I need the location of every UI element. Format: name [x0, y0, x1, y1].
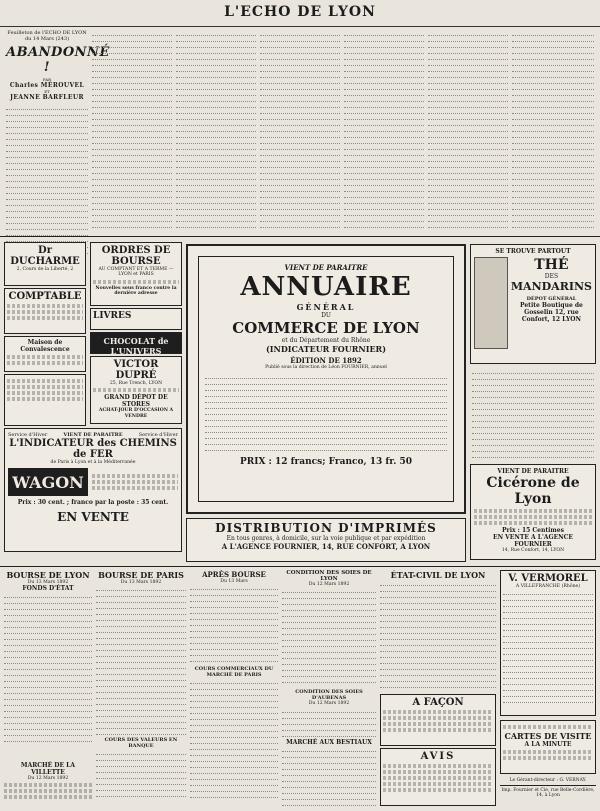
text-column-7 — [512, 30, 594, 228]
ad-mandarins-title: MANDARINS — [510, 280, 592, 293]
apres-bourse-date: Du 13 Mars — [220, 579, 248, 584]
feuilleton-title: ABANDONNÉ ! — [6, 45, 110, 75]
ad-mandarins — [470, 244, 596, 364]
ad-victor-title: VICTOR DUPRÉ — [113, 359, 159, 381]
ad-maison — [4, 336, 86, 372]
etat-civil-list — [380, 580, 496, 690]
ad-avis — [380, 748, 496, 806]
footer-gerant: Le Gérant-directeur : G. VERNAY. — [509, 778, 587, 783]
ad-victor-store: GRAND DÉPOT DE STORES — [104, 394, 168, 409]
footer — [500, 778, 596, 798]
villette-date: Du 12 Mars 1892 — [27, 776, 69, 781]
ad-mandarins-address: Petite Boutique de Gosselin 12, rue Confort, 12 LYON — [520, 302, 583, 323]
ad-victor-dupre — [90, 356, 182, 424]
bourse-lyon-table — [4, 592, 92, 742]
text-column-3 — [176, 30, 256, 228]
villette-title: MARCHÉ DE LA VILLETTE — [20, 762, 76, 776]
feuilleton-header: Feuilleton de l'ECHO DE LYON du 14 Mars (243) — [7, 30, 87, 42]
ad-indicateur-vente: EN VENTE — [57, 510, 129, 525]
feuilleton-author1: Charles MÉROUVEL — [9, 82, 85, 89]
ad-livres-title: LIVRES — [93, 311, 132, 321]
bestiaux-title: MARCHÉ AUX BESTIAUX — [286, 738, 372, 746]
bestiaux-table — [282, 746, 376, 806]
ad-chocolat-title: CHOCOLAT de L'UNIVERS — [103, 336, 169, 356]
ad-annuaire-title: ANNUAIRE — [240, 272, 412, 302]
soies-title: CONDITION DES SOIES DE LYON — [286, 570, 372, 582]
ad-annuaire-edition: ÉDITION DE 1892 — [290, 356, 362, 365]
ad-vermorel-sub: A VILLEFRANCHE (Rhône) — [515, 584, 581, 589]
ad-vermorel-body — [503, 589, 593, 704]
footer-imprimerie: Imp. Fournier et Cie, rue Belle-Cordière, 14, à Lyon — [500, 785, 596, 798]
section-soies — [282, 570, 376, 808]
ad-vermorel — [500, 570, 596, 716]
ad-vermorel-title: V. VERMOREL — [508, 573, 588, 584]
ad-cartes-title: CARTES DE VISITE — [504, 731, 592, 741]
ad-chocolat — [90, 332, 182, 354]
bourse-lyon-sub: FONDS D'ÉTAT — [22, 585, 74, 593]
soies-aubenas-table — [282, 707, 376, 737]
ad-ciceron-vient: VIENT DE PARAITRE — [497, 468, 569, 475]
ad-indicateur-route: de Paris à Lyon et à la Méditerranée — [50, 460, 136, 465]
ad-livres — [90, 308, 182, 330]
valeurs-banque-title: COURS DES VALEURS EN BANQUE — [104, 737, 178, 750]
ad-ducharme — [4, 242, 86, 286]
ad-mandarins-the: THÉ — [534, 257, 569, 273]
ad-cartes-sub: A LA MINUTE — [524, 741, 572, 748]
soies-table — [282, 587, 376, 687]
section-etat-civil — [380, 570, 496, 808]
ad-mandarins-body — [474, 257, 592, 349]
ad-maison-title: Maison de Convalescence — [20, 339, 70, 353]
ad-ducharme-sub: 2, Cours de la Liberté, 2 — [16, 267, 74, 272]
ad-ciceron-addr: 14, Rue Confort, 14, LYON — [501, 548, 565, 553]
ad-ordres-title: ORDRES DE BOURSE — [101, 245, 171, 267]
section-bourse-paris — [96, 570, 186, 808]
ad-mandarins-text — [511, 257, 592, 349]
bourse-paris-title: BOURSE DE PARIS — [98, 570, 184, 580]
ad-distribution-line1: En tous genres, à domicile, sur la voie publique et par expédition — [226, 535, 426, 542]
ad-indicateur-right: Service d'Hiver — [138, 432, 178, 438]
ad-annuaire-vient: VIENT DE PARAITRE — [284, 263, 368, 272]
cours-marchandises-table — [190, 678, 278, 798]
soies-date: Du 12 Mars 1892 — [308, 582, 350, 587]
ad-distribution-title: DISTRIBUTION D'IMPRIMÉS — [215, 521, 437, 535]
apres-bourse-title: APRÈS BOURSE — [202, 570, 266, 579]
valeurs-banque-table — [96, 749, 186, 799]
ad-distribution-line2: A L'AGENCE FOURNIER, 14, RUE CONFORT, A LYON — [221, 542, 431, 551]
bourse-lyon-date: Du 13 Mars 1892 — [27, 580, 69, 585]
ad-indicateur-left: Service d'Hiver — [8, 432, 48, 438]
ad-ciceron-prix: Prix : 15 Centimes — [502, 527, 564, 534]
ad-ducharme-title: Dr DUCHARME — [10, 245, 80, 267]
ad-annuaire-dept: et du Département du Rhône — [281, 337, 371, 344]
ad-ciceron-vente: EN VENTE A L'AGENCE FOURNIER — [493, 534, 573, 548]
soies-aubenas-date: Du 12 Mars 1892 — [308, 701, 350, 707]
ad-annuaire-indicateur: (INDICATEUR FOURNIER) — [266, 344, 386, 354]
etat-civil-title: ÉTAT-CIVIL DE LYON — [390, 570, 486, 580]
ad-indicateur-wagon-row — [8, 468, 178, 496]
ad-mandarins-depots-list — [472, 368, 594, 460]
ad-a-facon-title: A FAÇON — [412, 697, 464, 708]
ad-a-facon — [380, 694, 496, 746]
ad-mandarins-depot: DÉPOT GÉNÉRAL — [526, 296, 577, 302]
section-bourse-lyon — [4, 570, 92, 760]
ad-indicateur-title: L'INDICATEUR des CHEMINS de FER — [9, 438, 177, 460]
ad-victor-achat: ACHAT-JOUR D'OCCASION A VENDRE — [98, 408, 174, 419]
ad-annuaire-commerce: COMMERCE DE LYON — [232, 319, 420, 337]
feuilleton-column — [6, 30, 110, 259]
ad-annuaire-prix: PRIX : 12 francs; Franco, 13 fr. 50 — [239, 457, 412, 468]
ad-ordres-sub: AU COMPTANT ET A TERME — LYON et PARIS — [98, 267, 174, 278]
ad-indicateur-vient: VIENT DE PARAITRE — [63, 432, 123, 438]
ad-annuaire-body — [205, 373, 447, 453]
ad-indicateur-details — [92, 472, 178, 492]
ad-ordres-bourse — [90, 242, 182, 306]
text-column-2 — [92, 30, 172, 228]
soies-aubenas-title: CONDITION DES SOIES D'AUBENAS — [295, 689, 363, 702]
text-column-6 — [428, 30, 508, 228]
apres-bourse-table — [190, 584, 278, 664]
ad-small-shop — [4, 374, 86, 426]
ad-wagon-logo: WAGON — [8, 468, 88, 496]
section-apres-bourse — [190, 570, 278, 808]
section-divider — [0, 236, 600, 237]
ad-comptable — [4, 288, 86, 334]
section-divider-2 — [0, 566, 600, 567]
ad-ciceron — [470, 464, 596, 560]
bourse-paris-table — [96, 585, 186, 735]
ad-annuaire-general: GÉNÉRAL — [296, 302, 356, 312]
ad-ordres-line: Nouvelles sous franco contre la dernière adresse — [95, 285, 177, 297]
ad-distribution — [186, 518, 466, 562]
mandarin-figure-icon — [474, 257, 508, 349]
ad-annuaire-du: DU — [321, 312, 331, 319]
ad-mandarins-des: DES — [544, 273, 559, 280]
ad-indicateur-prix: Prix : 30 cent. ; franco par la poste : 35 cent. — [17, 499, 169, 507]
ad-annuaire-frame — [198, 256, 454, 502]
text-column-4 — [260, 30, 340, 228]
feuilleton-et: ET — [44, 89, 50, 94]
ad-avis-title: AVIS — [420, 751, 456, 762]
feuilleton-par: PAR — [42, 77, 52, 82]
masthead: L'ECHO DE LYON — [0, 4, 600, 27]
bourse-lyon-title: BOURSE DE LYON — [6, 570, 90, 580]
cours-marchandises-title: COURS COMMERCIAUX DU MARCHÉ DE PARIS — [194, 666, 274, 679]
ad-comptable-title: COMPTABLE — [8, 291, 82, 302]
ad-mandarins-top: SE TROUVE PARTOUT — [495, 248, 571, 255]
ad-ciceron-title: Cicérone de Lyon — [486, 475, 580, 507]
section-villette — [4, 762, 92, 808]
ad-indicateur — [4, 428, 182, 552]
ad-victor-sub: 25, Rue Trench, LYON — [109, 381, 163, 386]
ad-annuaire — [186, 244, 466, 514]
text-column-5 — [344, 30, 424, 228]
ad-cartes-visite — [500, 720, 596, 774]
feuilleton-author2: JEANNE BARFLEUR — [10, 94, 84, 101]
bourse-paris-date: Du 13 Mars 1892 — [120, 580, 162, 585]
ad-annuaire-publie: Publié sous la direction de Léon FOURNIER, annuel — [265, 365, 387, 370]
